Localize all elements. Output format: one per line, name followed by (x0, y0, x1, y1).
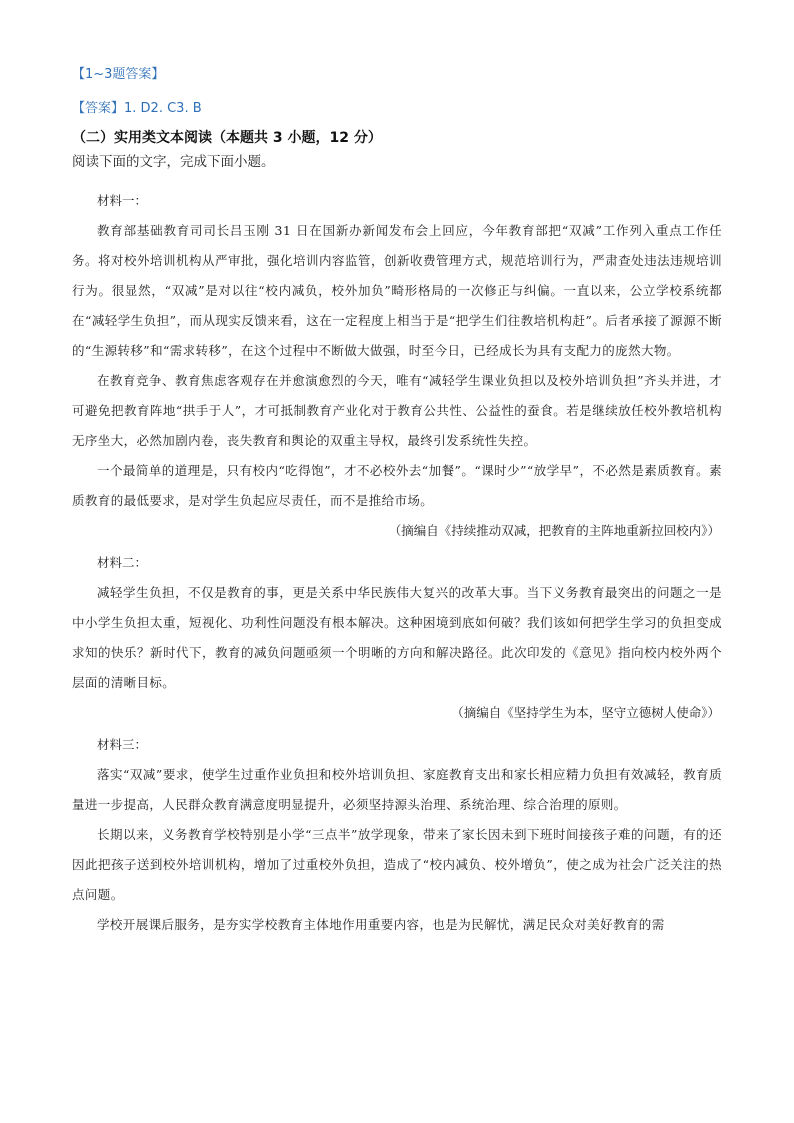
material-paragraph: 教育部基础教育司司长吕玉刚 31 日在国新办新闻发布会上回应，今年教育部把“双减”工作列入重点工作任务。将对校外培训机构从严审批，强化培训内容监管，创新收费管理方式，规范培训行为，严肃查处违法违规培训行为。很显然，“双减”是对以往“校内减负，校外加负”畸形格局的一次修正与纠偏。一直以来，公立学校系统都在“减轻学生负担”，而从现实反馈来看，这在一定程度上相当于是“把学生们往教培机构赶”。后者承接了源源不断的“生源转移”和“需求转移”，在这个过程中不断做大做强，时至今日，已经成长为具有支配力的庞然大物。 (72, 223, 722, 358)
material-source: （摘编自《坚持学生为本，坚守立德树人使命》） (451, 705, 720, 720)
answer-heading: 【1~3题答案】 (72, 67, 165, 82)
section-instruction: 阅读下面的文字，完成下面小题。 (72, 154, 275, 170)
material-paragraph: 学校开展课后服务，是夯实学校教育主体地作用重要内容，也是为民解忧，满足民众对美好教育的需 (97, 917, 665, 932)
material-label: 材料二： (97, 555, 148, 570)
answer-tag: 【答案】 (72, 101, 125, 116)
material-label: 材料三： (97, 737, 148, 752)
answer-line (72, 98, 722, 120)
material-paragraph: 一个最简单的道理是，只有校内“吃得饱”，才不必校外去“加餐”。“课时少”“放学早”，不必然是素质教育。素质教育的最低要求，是对学生负起应尽责任，而不是推给市场。 (72, 463, 722, 508)
material-source: （摘编自《持续推动双减，把教育的主阵地重新拉回校内》） (388, 523, 720, 538)
section-title: （二）实用类文本阅读（本题共 3 小题，12 分） (72, 130, 382, 146)
material-paragraph: 减轻学生负担，不仅是教育的事，更是关系中华民族伟大复兴的改革大事。当下义务教育最突出的问题之一是中小学生负担太重，短视化、功利性问题没有根本解决。这种困境到底如何破？我们该如何把学生学习的负担变成求知的快乐？新时代下，教育的减负问题亟须一个明晰的方向和解决路径。此次印发的《意见》指向校内校外两个层面的清晰目标。 (72, 585, 722, 690)
material-paragraph: 长期以来，义务教育学校特别是小学“三点半”放学现象，带来了家长因未到下班时间接孩子难的问题，有的还因此把孩子送到校外培训机构，增加了过重校外负担，造成了“校内减负、校外增负”，使之成为社会广泛关注的热点问题。 (72, 827, 722, 902)
document-page (72, 64, 722, 940)
material-paragraph: 落实“双减”要求，使学生过重作业负担和校外培训负担、家庭教育支出和家长相应精力负担有效减轻，教育质量进一步提高，人民群众教育满意度明显提升，必须坚持源头治理、系统治理、综合治理的原则。 (72, 767, 722, 812)
material-paragraph: 在教育竞争、教育焦虑客观存在并愈演愈烈的今天，唯有“减轻学生课业负担以及校外培训负担”齐头并进，才可避免把教育阵地“拱手于人”，才可抵制教育产业化对于教育公共性、公益性的蚕食。若是继续放任校外教培机构无序坐大，必然加剧内卷，丧失教育和舆论的双重主导权，最终引发系统性失控。 (72, 373, 722, 448)
material-label: 材料一： (97, 193, 148, 208)
answer-value: 1. D2. C3. B (124, 101, 202, 116)
